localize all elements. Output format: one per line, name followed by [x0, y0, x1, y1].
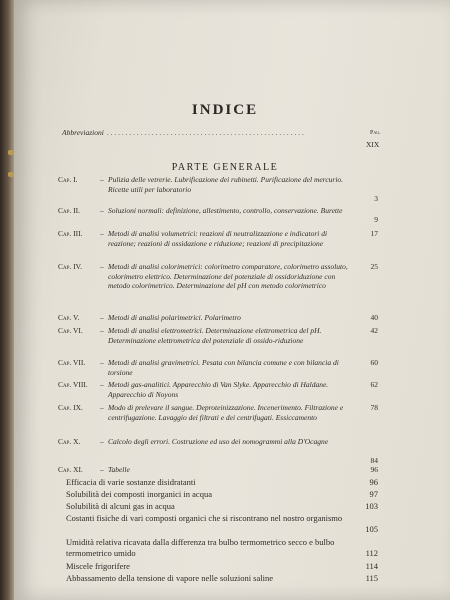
leader-dots: . . . . . . . . . . . . . . . . . . . . . . . . . . . . . . . . . . . . . . . . . . . . . . . . . . . . . — [106, 128, 304, 137]
chapter-title: Metodi di analisi elettrometrici. Determinazione elettrometrica del pH. Determinazione elettrometrica del potenziale di ossido-riduzione — [108, 326, 322, 345]
table-title: Solubilità di alcuni gas in acqua — [66, 501, 175, 511]
abbreviations-page: XIX — [366, 140, 380, 149]
page-number: 78 — [370, 403, 378, 412]
table-title: Efficacia di varie sostanze disidratanti — [66, 477, 196, 487]
chapter-title: Pulizia delle vetrerie. Lubrificazione dei rubinetti. Purificazione del mercurio. Ricette utili per laboratorio — [108, 175, 344, 194]
abbreviations-label: Abbreviazioni — [62, 128, 104, 137]
chapter-title: Soluzioni normali: definizione, allestimento, controllo, conservazione. Burette — [108, 206, 343, 215]
page-number: 105 — [365, 524, 378, 534]
chapter-number: Cap. VII. — [58, 358, 86, 367]
chapter-title: Metodi gas-analitici. Apparecchio di Van Slyke. Apparecchio di Haldane. Apparecchio di Noyons — [108, 380, 329, 399]
table-title: Umidità relativa ricavata dalla differenza tra bulbo termometrico secco e bulbo termometrico umido — [66, 537, 335, 558]
chapter-number: Cap. VI. — [58, 326, 83, 335]
page-number: 3 — [374, 194, 378, 203]
chapter-number: Cap. X. — [58, 437, 81, 446]
page-number: 40 — [370, 313, 378, 322]
chapter-title: Metodi di analisi polarimetrici. Polarimetro — [108, 313, 241, 322]
chapter-number: Cap. IV. — [58, 262, 82, 271]
page-number: 103 — [365, 501, 378, 511]
page-number: 62 — [370, 380, 378, 389]
abbreviations-entry — [62, 128, 368, 137]
table-title: Abbassamento della tensione di vapore nelle soluzioni saline — [66, 573, 274, 583]
page-title: INDICE — [191, 102, 259, 118]
chapter-title: Metodi di analisi gravimetrici. Pesata con bilancia comune e con bilancia di torsione — [108, 358, 339, 377]
page-number: 42 — [370, 326, 378, 335]
page-number: 84 — [370, 456, 378, 465]
table-title: Miscele frigorifere — [66, 561, 130, 571]
chapter-number: Cap. III. — [58, 229, 83, 238]
page-number: 112 — [365, 548, 378, 558]
chapter-title: Tabelle — [108, 465, 130, 474]
chapter-number: Cap. V. — [58, 313, 80, 322]
chapter-title: Metodi di analisi volumetrici: reazioni di neutralizzazione e indicatori di reazione; reazioni di ossidazione e riduzione; reazioni di precipitazione — [108, 229, 328, 248]
page-number: 97 — [369, 489, 378, 499]
chapter-number: Cap. XI. — [58, 465, 83, 474]
section-heading: PARTE GENERALE — [171, 162, 279, 173]
chapter-title: Metodi di analisi colorimetrici: colorimetro comparatore, colorimetro assoluto, colorimetro elettrico. Determinazione del potenziale di ossidoriduzione con metodo colorimetrico. Determinazione del pH con metodo colorimetrico — [108, 262, 348, 290]
page-number: 60 — [370, 358, 378, 367]
page-number: 9 — [374, 215, 378, 224]
chapter-number: Cap. VIII. — [58, 380, 88, 389]
chapter-number: Cap. I. — [58, 175, 78, 184]
page-number: 17 — [370, 229, 378, 238]
chapter-title: Calcolo degli errori. Costruzione ed uso dei nomogrammi alla D'Ocagne — [108, 437, 329, 446]
page-number: 25 — [370, 262, 378, 271]
chapter-title: Modo di prelevare il sangue. Deproteinizzazione. Incenerimento. Filtrazione e centrifugazione. Lavaggio dei filtrati e dei centrifugati. Essiccamento — [108, 403, 344, 422]
page-number: 96 — [370, 465, 378, 474]
book-binding — [0, 0, 14, 600]
table-title: Solubilità dei composti inorganici in acqua — [66, 489, 212, 499]
page-number: 115 — [365, 573, 378, 583]
pag-label: Pag. — [370, 130, 381, 136]
page-number: 114 — [365, 561, 378, 571]
chapter-number: Cap. II. — [58, 206, 81, 215]
page-number: 96 — [369, 477, 378, 487]
table-title: Costanti fisiche di vari composti organici che si riscontrano nel nostro organismo — [66, 513, 343, 523]
chapter-number: Cap. IX. — [58, 403, 83, 412]
